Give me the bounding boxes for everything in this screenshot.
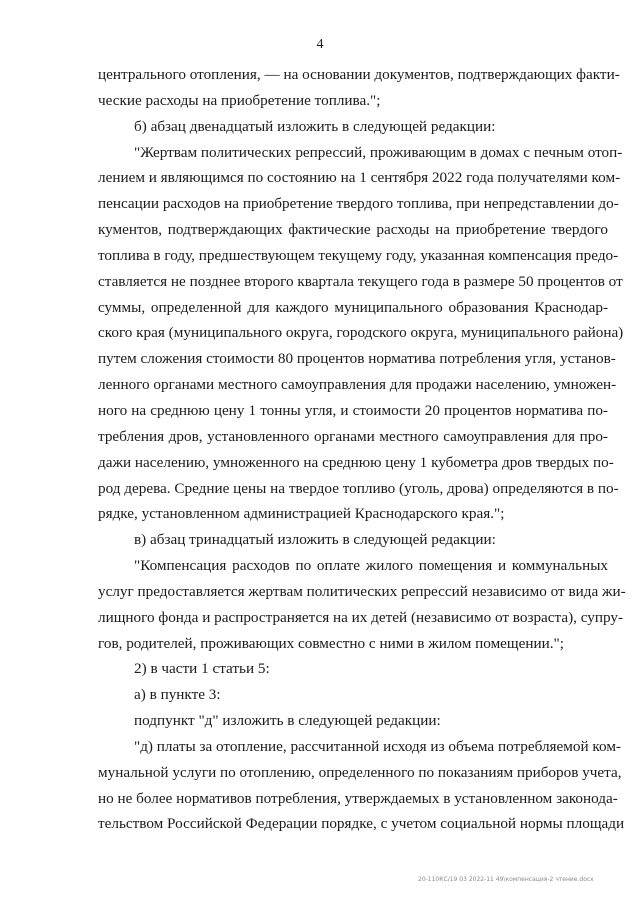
text-line: ского края (муниципального округа, городского округа, муниципального района) [98, 324, 624, 342]
page-number: 4 [316, 37, 324, 52]
text-line: род дерева. Средние цены на твердое топливо (уголь, дрова) определяются в по- [98, 479, 619, 497]
text-line: суммы, определенной для каждого муниципального образования Краснодар- [98, 298, 608, 316]
text-line: б) абзац двенадцатый изложить в следующей редакции: [134, 117, 496, 135]
text-line: тельством Российской Федерации порядке, с учетом социальной нормы площади [98, 815, 625, 833]
text-line: "Компенсация расходов по оплате жилого помещения и коммунальных [134, 557, 608, 575]
text-line: пенсации расходов на приобретение твердого топлива, при непредставлении до- [98, 195, 619, 213]
text-line: но не более нормативов потребления, утверждаемых в установленном законода- [98, 789, 618, 807]
text-line: гов, родителей, проживающих совместно с ними в жилом помещении."; [98, 634, 564, 652]
text-line: ного на среднюю цену 1 тонны угля, и стоимости 20 процентов норматива по- [98, 401, 608, 419]
text-line: мунальной услуги по отоплению, определенного по показаниям приборов учета, [98, 763, 622, 781]
text-line: в) абзац тринадцатый изложить в следующей редакции: [134, 531, 496, 549]
text-line: "Жертвам политических репрессий, проживающим в домах с печным отоп- [134, 143, 623, 161]
text-line: дажи населению, умноженного на среднюю цену 1 кубометра дров твердых по- [98, 453, 614, 471]
text-line: "д) платы за отопление, рассчитанной исходя из объема потребляемой ком- [134, 737, 621, 755]
document-file-stamp: 20-110КС/19 03 2022-11 49\компенсация-2 чтение.docx [418, 876, 594, 883]
text-line: услуг предоставляется жертвам политических репрессий независимо от вида жи- [98, 582, 626, 600]
text-line: топлива в году, предшествующем текущему году, указанная компенсация предо- [98, 246, 619, 264]
text-line: ленного органами местного самоуправления для продажи населению, умножен- [98, 376, 617, 394]
document-body [98, 62, 626, 837]
text-line: а) в пункте 3: [134, 686, 221, 704]
text-line: ставляется не позднее второго квартала текущего года в размере 50 процентов от [98, 272, 623, 290]
text-line: требления дров, установленного органами местного самоуправления для про- [98, 427, 608, 445]
text-line: кументов, подтверждающих фактические расходы на приобретение твердого [98, 221, 608, 239]
text-line: центрального отопления, — на основании документов, подтверждающих факти- [98, 66, 620, 83]
text-line: 2) в части 1 статьи 5: [134, 660, 270, 678]
text-line: ческие расходы на приобретение топлива."; [98, 91, 381, 109]
text-line: рядке, установленном администрацией Краснодарского края."; [98, 505, 505, 523]
text-line: подпункт "д" изложить в следующей редакции: [134, 712, 441, 730]
text-line: лением и являющимся по состоянию на 1 сентября 2022 года получателями ком- [98, 169, 621, 187]
text-line: лищного фонда и распространяется на их детей (независимо от возраста), супру- [98, 608, 624, 626]
text-line: путем сложения стоимости 80 процентов норматива потребления угля, установ- [98, 350, 616, 368]
